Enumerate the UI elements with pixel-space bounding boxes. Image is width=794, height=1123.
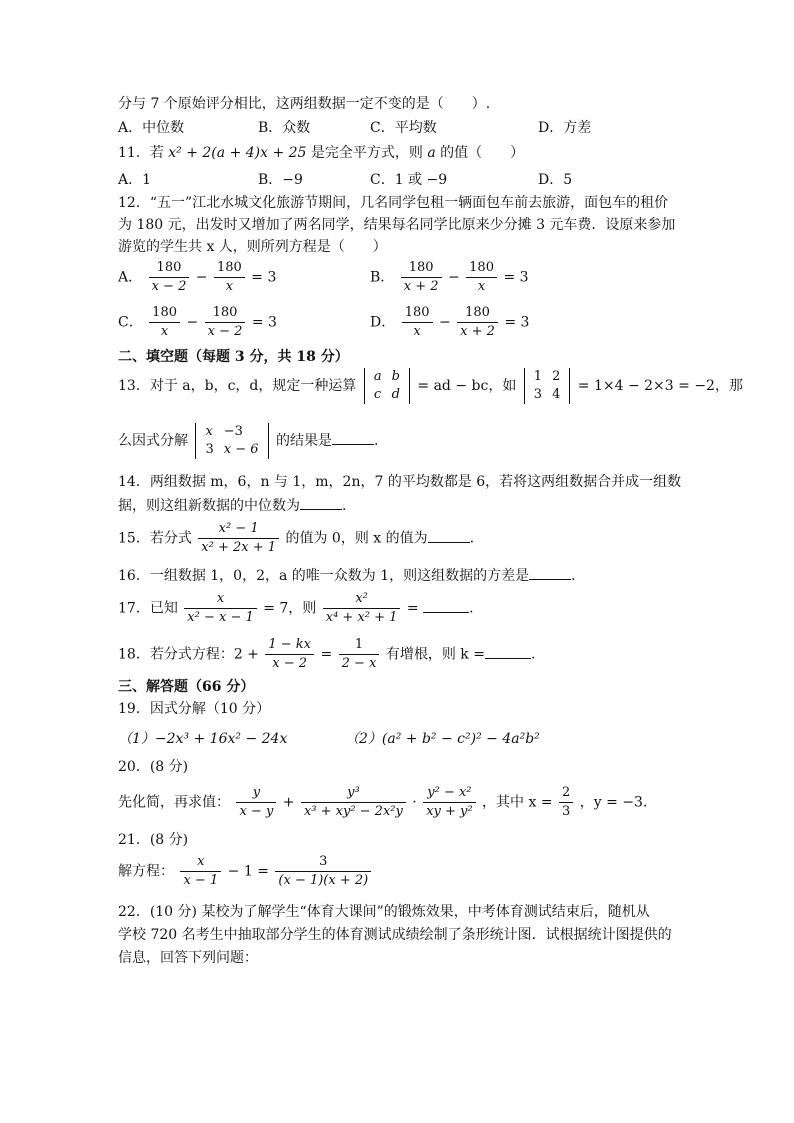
q13-end: . (373, 433, 379, 449)
fraction-numerator: y (236, 784, 276, 803)
fraction-numerator: 3 (275, 853, 371, 872)
det-cell: 3 (205, 442, 214, 457)
fraction-denominator: x (413, 324, 421, 339)
q11-lead: 11．若 (118, 145, 169, 161)
fraction-denominator: (x − 1)(x + 2) (278, 873, 369, 888)
fraction (184, 590, 256, 627)
q11-option-a: A．1 (118, 172, 152, 188)
fraction-denominator: 2 − x (341, 656, 377, 671)
fraction (301, 784, 406, 821)
equals-sign: = (406, 600, 419, 617)
fraction (559, 784, 573, 821)
q16-line (118, 565, 576, 586)
det-cell: −3 (223, 424, 243, 439)
multiply-dot: · (412, 794, 417, 811)
q11-option-b: B．−9 (258, 172, 303, 188)
fraction-denominator: x − 1 (183, 873, 219, 888)
fraction-numerator: x (184, 590, 256, 609)
q18-tail: 有增根，则 k = (385, 646, 485, 663)
fraction-denominator: x (477, 279, 486, 294)
fraction (457, 304, 498, 341)
fraction-numerator: x² (323, 590, 401, 609)
q18-lead: 18．若分式方程：2 + (118, 646, 259, 663)
q18-line (118, 636, 535, 673)
determinant-definition (364, 368, 410, 404)
fraction-denominator: x − 2 (151, 279, 187, 294)
fraction (423, 784, 475, 821)
minus-sign: − (186, 314, 199, 331)
section-fill-in-heading: 二、填空题（每题 3 分，共 18 分） (118, 349, 349, 365)
fraction-denominator: x² + 2x + 1 (201, 540, 277, 555)
fraction-denominator: x − 2 (272, 656, 308, 671)
q22-line2: 学校 720 名考生中抽取部分学生的体育测试成绩绘制了条形统计图．试根据统计图提供的 (118, 927, 672, 943)
answer-blank (529, 565, 571, 580)
q13-line2-lead: 么因式分解 (118, 433, 188, 449)
q10-stem: 分与 7 个原始评分相比，这两组数据一定不变的是（ ）. (118, 96, 491, 112)
det-cell: c (373, 387, 382, 402)
q20-condition: ，其中 x = (482, 794, 553, 811)
determinant-factor (195, 423, 268, 459)
fraction-numerator: x (180, 853, 221, 872)
equals-three: = 3 (503, 269, 529, 286)
q12-option-a (118, 259, 276, 296)
fraction-denominator: x² − x − 1 (187, 610, 254, 625)
q20-y-condition: ，y = −3． (579, 794, 657, 811)
q12-option-b-label: B． (370, 269, 395, 286)
fraction-numerator: 180 (149, 259, 190, 278)
answer-blank (332, 430, 374, 445)
q15-end: . (469, 530, 475, 547)
fraction-numerator: 180 (402, 304, 433, 323)
fraction-numerator: x² − 1 (198, 520, 279, 539)
q22-line1: 22．(10 分) 某校为了解学生“体育大课间”的锻炼效果，中考体育测试结束后，随机从 (118, 904, 650, 920)
det-cell: 3 (533, 387, 543, 402)
q12-line3: 游览的学生共 x 人，则所列方程是（ ） (118, 239, 387, 255)
minus-sign: − (447, 269, 460, 286)
equals-three: = 3 (251, 314, 277, 331)
fraction (275, 853, 371, 890)
q17-end: . (469, 600, 474, 617)
q11-stem (118, 143, 524, 163)
det-cell: 4 (552, 387, 561, 402)
determinant-example (524, 368, 571, 404)
q11-var: a (427, 145, 436, 161)
det-cell: b (391, 369, 400, 384)
det-cell: x − 6 (223, 442, 259, 457)
q13-tail: 的结果是 (275, 433, 332, 449)
fraction-denominator: x + 2 (403, 279, 439, 294)
q17-lead: 17．已知 (118, 600, 178, 617)
q14-line1: 14．两组数据 m，6，n 与 1，m，2n，7 的平均数都是 6，若将这两组数据合并成一组数 (118, 474, 682, 490)
q19-part2: （2）(a² + b² − c²)² − 4a²b² (345, 731, 540, 747)
fraction (149, 304, 180, 341)
fraction (214, 259, 245, 296)
answer-blank (485, 644, 531, 659)
q10-option-c: C．平均数 (370, 120, 437, 136)
q21-lead: 解方程： (118, 863, 174, 880)
q13-line2 (118, 423, 378, 459)
fraction (265, 636, 314, 673)
fraction-denominator: x − 2 (207, 324, 243, 339)
fraction-numerator: 180 (205, 304, 246, 323)
fraction-numerator: 2 (559, 784, 573, 803)
fraction-numerator: 180 (149, 304, 180, 323)
q12-line1: 12．“五一”江北水城文化旅游节期间，几名同学包租一辆面包车前去旅游，面包车的租价 (118, 195, 669, 211)
fraction-denominator: 3 (562, 804, 571, 819)
fraction-denominator: x + 2 (460, 324, 495, 339)
det-cell: 2 (552, 369, 561, 384)
fraction (339, 636, 380, 673)
fraction (236, 784, 276, 821)
fraction (401, 259, 442, 296)
fraction-denominator: x (225, 279, 234, 294)
fraction-numerator: 180 (457, 304, 498, 323)
fraction (402, 304, 433, 341)
q17-mid: = 7，则 (263, 600, 317, 617)
q11-mid: 是完全平方式，则 (306, 145, 428, 161)
q12-option-c (118, 304, 277, 341)
q20-expression (118, 784, 657, 821)
q15-lead: 15．若分式 (118, 530, 192, 547)
q11-tail: 的值（ ） (435, 145, 525, 161)
q12-line2: 为 180 元，出发时又增加了两名同学，结果每名同学比原来少分摊 3 元车费．设原来参加 (118, 217, 676, 233)
fraction (323, 590, 401, 627)
q12-option-d-label: D． (370, 314, 396, 331)
plus-sign: + (282, 794, 295, 811)
q14-line2-text: 据，则这组新数据的中位数为 (118, 498, 300, 514)
q13-lead: 13．对于 a，b，c，d，规定一种运算 (118, 378, 357, 394)
q13-example: = 1×4 − 2×3 = −2，那 (577, 378, 743, 394)
q21-mid: − 1 = (227, 863, 269, 880)
fraction-denominator: x (160, 324, 169, 339)
q20-lead: 先化简，再求值： (118, 794, 230, 811)
q11-expression: x² + 2(a + 4)x + 25 (168, 145, 307, 161)
answer-blank (423, 598, 469, 613)
q19-part1: （1）−2x³ + 16x² − 24x (118, 731, 288, 747)
det-cell: x (205, 424, 213, 439)
fraction-numerator: 180 (214, 259, 245, 278)
q10-option-b: B．众数 (258, 120, 311, 136)
q15-line (118, 520, 474, 557)
section-solve-heading: 三、解答题（66 分） (118, 679, 255, 695)
q13-line1 (118, 368, 743, 404)
q18-end: . (530, 646, 536, 663)
q11-option-c: C．1 或 −9 (370, 172, 448, 188)
q19-title: 19．因式分解（10 分） (118, 701, 271, 717)
det-cell: a (373, 369, 382, 384)
minus-sign: − (195, 269, 208, 286)
q14-line2 (118, 495, 346, 516)
fraction (180, 853, 221, 890)
q13-definition: = ad − bc，如 (417, 378, 517, 394)
equals-three: = 3 (251, 269, 277, 286)
q20-title: 20．(8 分) (118, 759, 189, 775)
fraction-numerator: y³ (301, 784, 406, 803)
fraction-denominator: xy + y² (426, 804, 473, 819)
q11-option-d: D．5 (538, 172, 573, 188)
answer-blank (300, 495, 342, 510)
q12-option-a-label: A． (118, 269, 143, 286)
fraction (198, 520, 279, 557)
equals-sign: = (320, 646, 333, 663)
fraction-numerator: 180 (466, 259, 497, 278)
q14-end: . (342, 498, 347, 514)
det-cell: d (391, 387, 400, 402)
fraction-numerator: 1 (339, 636, 380, 655)
fraction-numerator: 180 (401, 259, 442, 278)
answer-blank (428, 528, 470, 543)
q10-option-d: D．方差 (538, 120, 592, 136)
fraction-numerator: y² − x² (423, 784, 475, 803)
det-cell: 1 (533, 369, 543, 384)
q17-line (118, 590, 474, 627)
q16-text: 16．一组数据 1，0，2，a 的唯一众数为 1，则这组数据的方差是 (118, 568, 530, 584)
fraction-denominator: x³ + xy² − 2x²y (303, 804, 403, 819)
q15-tail: 的值为 0，则 x 的值为 (285, 530, 428, 547)
fraction-numerator: 1 − kx (265, 636, 314, 655)
minus-sign: − (438, 314, 451, 331)
q10-option-a: A．中位数 (118, 120, 185, 136)
q21-equation (118, 853, 373, 890)
equals-three: = 3 (504, 314, 530, 331)
fraction (149, 259, 190, 296)
q12-option-c-label: C． (118, 314, 143, 331)
fraction (466, 259, 497, 296)
q16-end: . (571, 568, 576, 584)
q12-option-d (370, 304, 529, 341)
fraction (205, 304, 246, 341)
q22-line3: 信息，回答下列问题： (118, 950, 258, 966)
fraction-denominator: x − y (239, 804, 274, 819)
q21-title: 21．(8 分) (118, 832, 189, 848)
fraction-denominator: x⁴ + x² + 1 (325, 610, 398, 625)
q12-option-b (370, 259, 529, 296)
